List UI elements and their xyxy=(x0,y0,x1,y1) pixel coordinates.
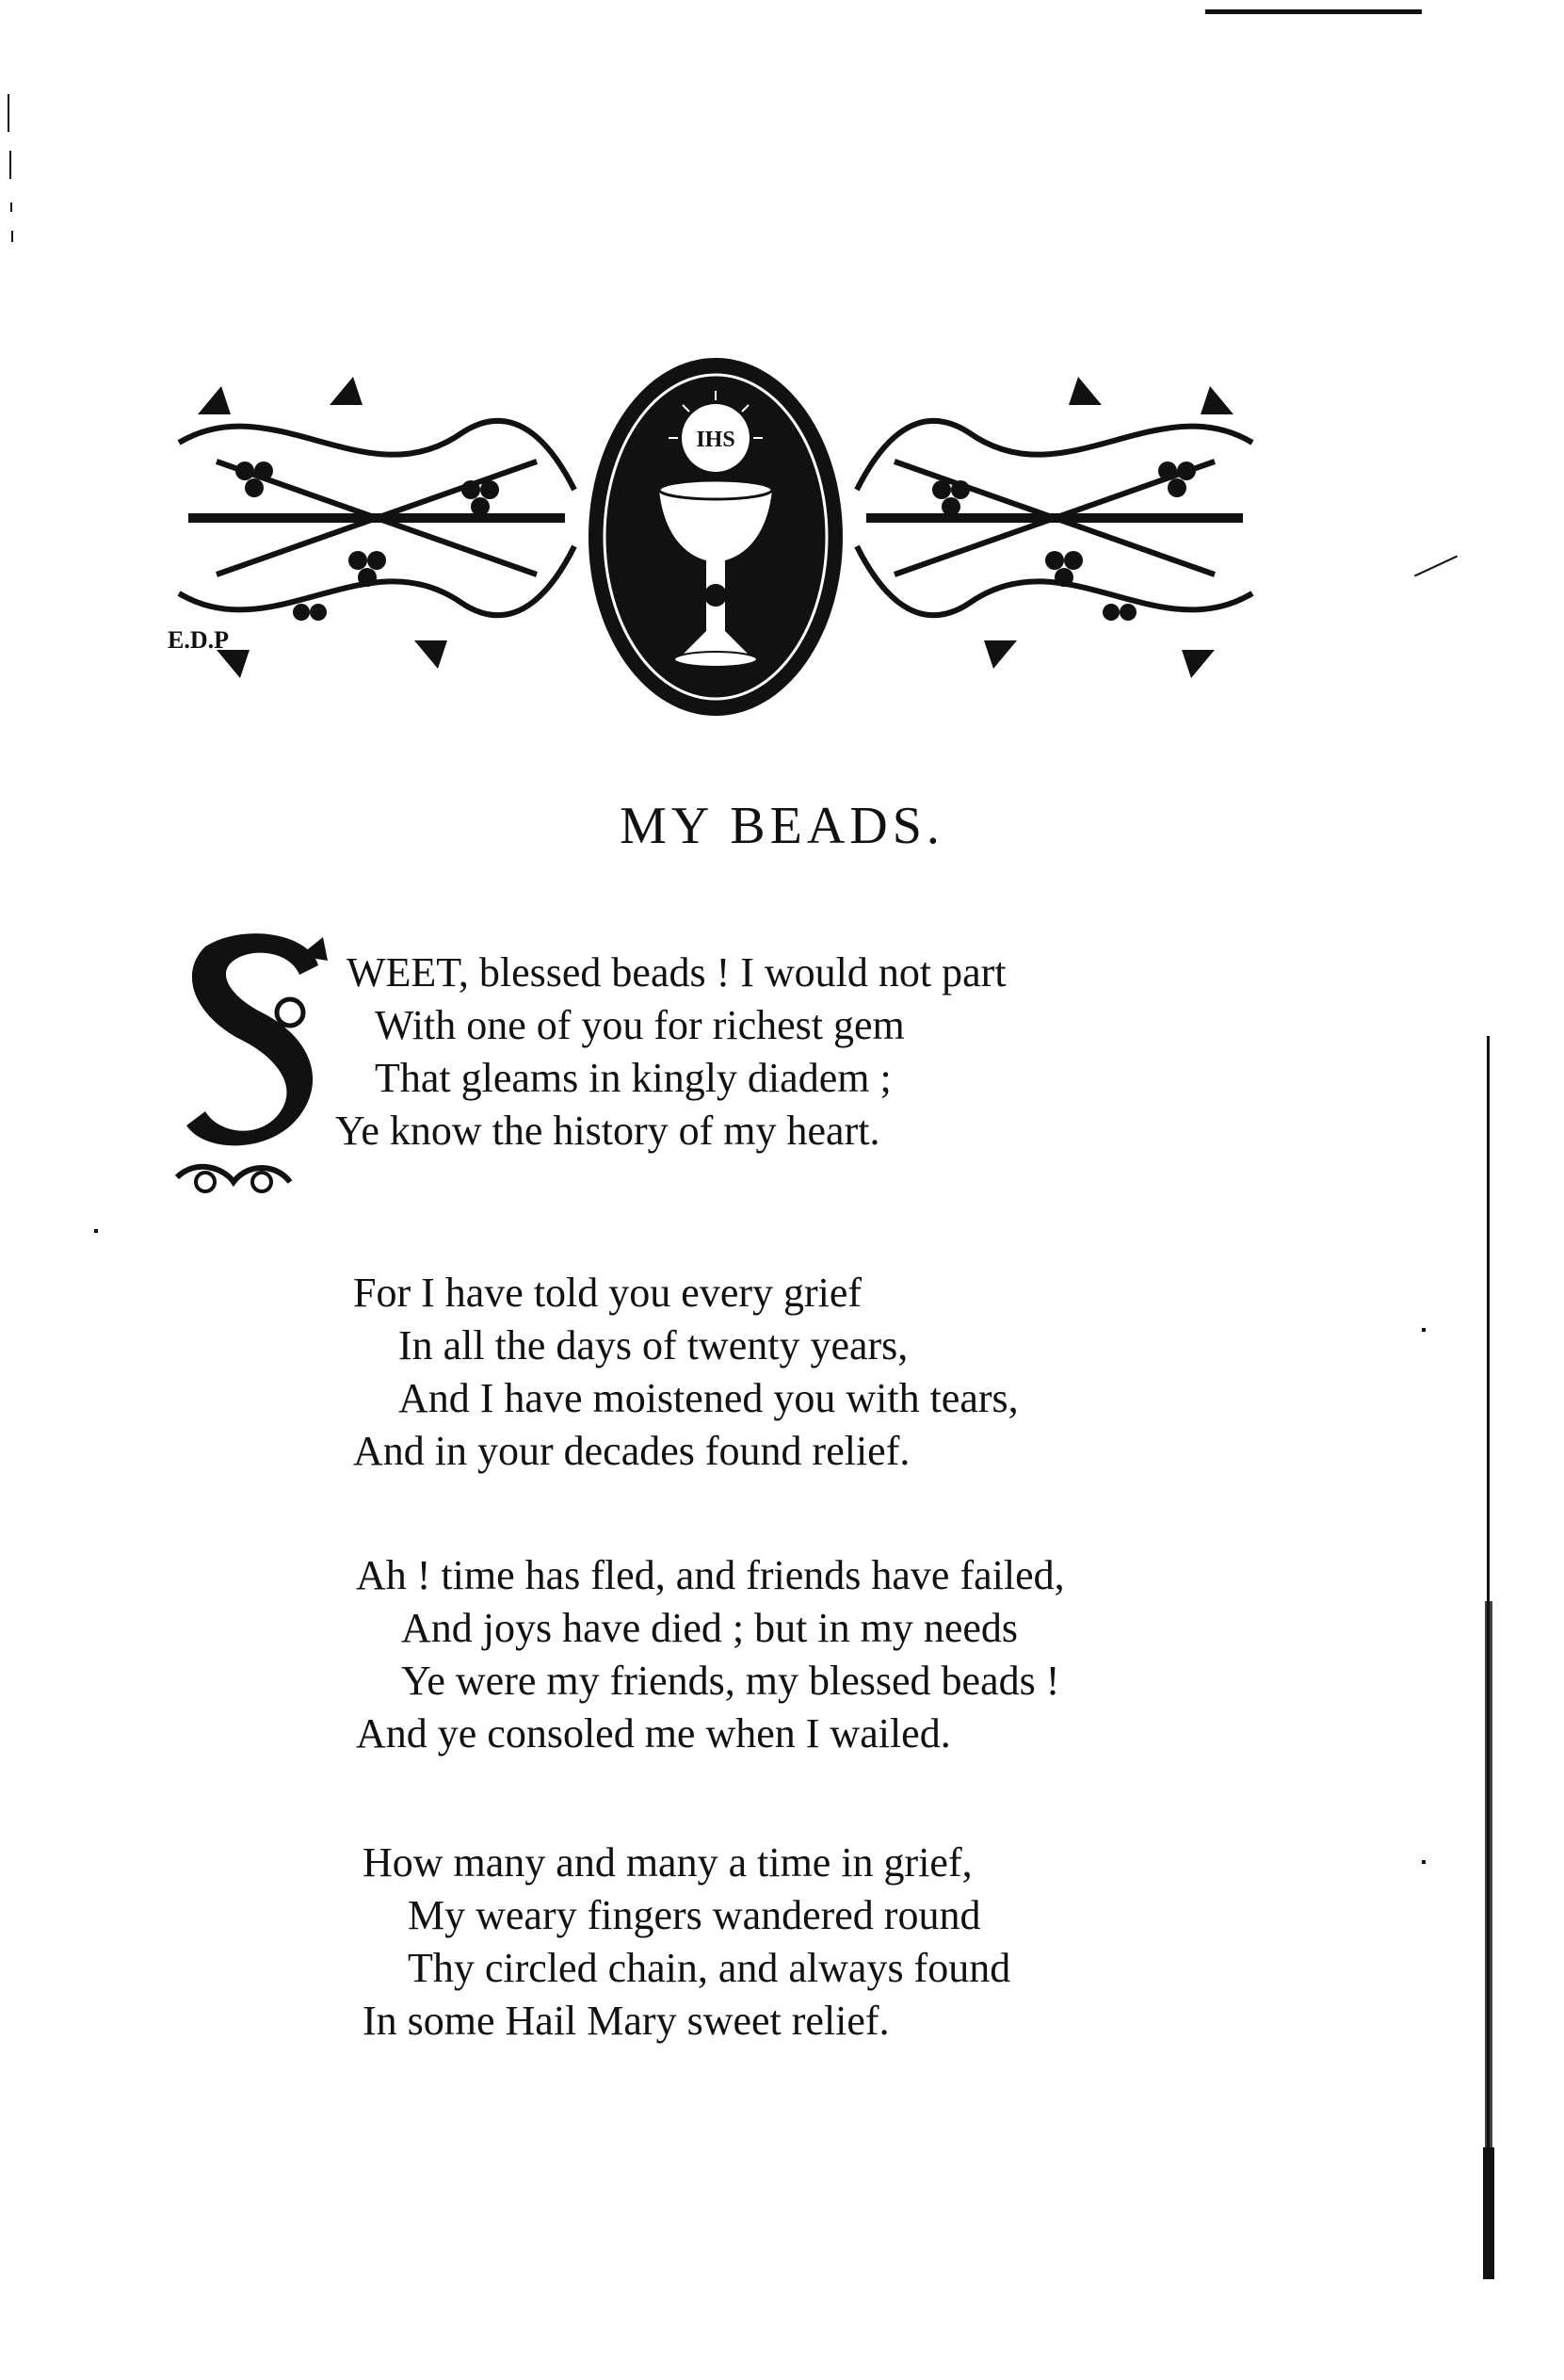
poem-line: How many and many a time in grief, xyxy=(363,1839,973,1886)
poem-line: Ye know the history of my heart. xyxy=(335,1108,880,1154)
drop-cap-ornament xyxy=(168,928,337,1210)
poem-line: My weary fingers wandered round xyxy=(408,1892,981,1938)
poem-line: Thy circled chain, and always found xyxy=(408,1945,1011,1991)
stanza-4 xyxy=(363,1837,1010,2048)
headpiece-ornament xyxy=(160,348,1271,716)
scan-speck xyxy=(1422,1860,1426,1864)
poem-line: That gleams in kingly diadem ; xyxy=(375,1055,892,1101)
poem-line: Ye were my friends, my blessed beads ! xyxy=(401,1658,1060,1704)
right-edge-shadow xyxy=(1483,1036,1494,2279)
stanza-2 xyxy=(353,1267,1019,1478)
top-rule xyxy=(1205,9,1422,14)
left-edge-mark xyxy=(8,94,9,132)
poem-line: And ye consoled me when I wailed. xyxy=(356,1710,951,1757)
scan-speck xyxy=(1414,556,1458,577)
scan-speck xyxy=(94,1229,98,1233)
poem-line: For I have told you every grief xyxy=(353,1270,863,1316)
poem-line: In some Hail Mary sweet relief. xyxy=(363,1998,890,2044)
drop-cap-letter: S xyxy=(251,1107,253,1108)
poem-line: And joys have died ; but in my needs xyxy=(401,1605,1019,1651)
poem-line: WEET, blessed beads ! I would not part xyxy=(347,949,1007,996)
poem-title: MY BEADS. xyxy=(620,797,944,855)
left-edge-mark xyxy=(11,231,13,242)
scan-speck xyxy=(1422,1328,1426,1332)
poem-line: And in your decades found relief. xyxy=(353,1428,911,1474)
left-edge-mark xyxy=(10,202,12,212)
engraver-mark: E.D.P xyxy=(168,626,229,654)
svg-text:IHS: IHS xyxy=(696,428,735,452)
poem-line: In all the days of twenty years, xyxy=(398,1322,909,1368)
stanza-3 xyxy=(356,1549,1065,1760)
left-edge-mark xyxy=(9,151,11,179)
stanza-1 xyxy=(335,947,1007,1158)
poem-line: And I have moistened you with tears, xyxy=(398,1375,1019,1421)
poem-line: Ah ! time has fled, and friends have failed, xyxy=(356,1552,1065,1598)
poem-line: With one of you for richest gem xyxy=(375,1002,905,1048)
